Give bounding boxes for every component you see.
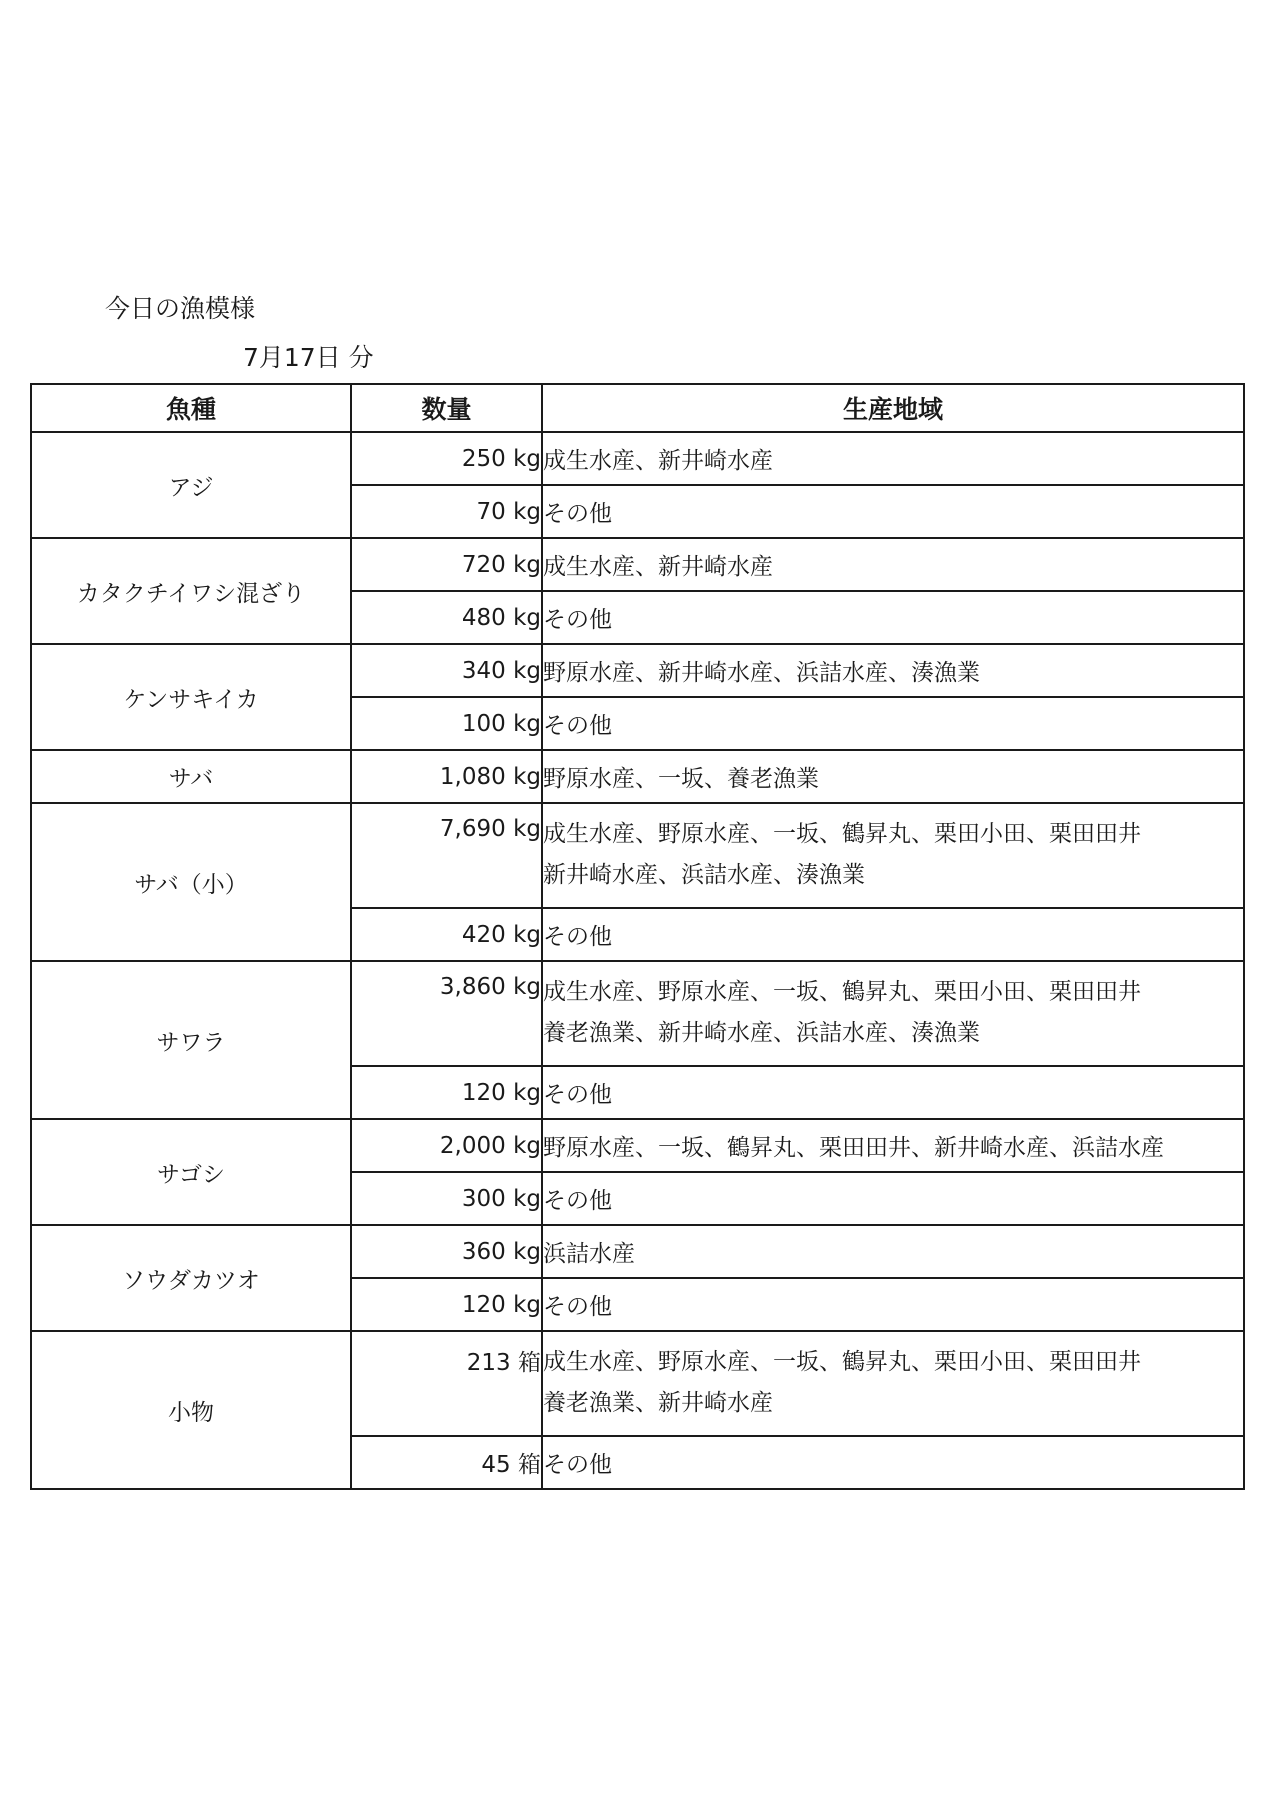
- table-row: [31, 432, 1244, 485]
- fish-name: 小物: [31, 1331, 351, 1489]
- column-header-quantity: 数量: [351, 384, 542, 432]
- quantity-cell: 250 kg: [351, 432, 542, 485]
- quantity-cell: 720 kg: [351, 538, 542, 591]
- column-header-fish: 魚種: [31, 384, 351, 432]
- table-row: [31, 1225, 1244, 1278]
- region-line: 成生水産、野原水産、一坂、鶴昇丸、栗田小田、栗田田井: [543, 979, 1141, 1005]
- table-row: [31, 538, 1244, 591]
- quantity-cell: 120 kg: [351, 1278, 542, 1331]
- region-cell: 野原水産、一坂、鶴昇丸、栗田田井、新井崎水産、浜詰水産: [542, 1119, 1244, 1172]
- region-cell: 野原水産、一坂、養老漁業: [542, 750, 1244, 803]
- table-row: [31, 644, 1244, 697]
- region-cell: 野原水産、新井崎水産、浜詰水産、湊漁業: [542, 644, 1244, 697]
- quantity-cell: 480 kg: [351, 591, 542, 644]
- region-cell: 浜詰水産: [542, 1225, 1244, 1278]
- quantity-cell: 420 kg: [351, 908, 542, 961]
- quantity-cell: 3,860 kg: [351, 961, 542, 1066]
- region-cell: [542, 1331, 1244, 1436]
- region-cell: その他: [542, 1436, 1244, 1489]
- quantity-cell: 2,000 kg: [351, 1119, 542, 1172]
- region-cell: その他: [542, 485, 1244, 538]
- fish-name: サワラ: [31, 961, 351, 1119]
- table-row: [31, 803, 1244, 908]
- quantity-cell: 300 kg: [351, 1172, 542, 1225]
- region-cell: その他: [542, 1172, 1244, 1225]
- table-row: [31, 1119, 1244, 1172]
- region-cell: [542, 961, 1244, 1066]
- table-row: [31, 750, 1244, 803]
- fish-name: サバ（小）: [31, 803, 351, 961]
- fish-name: サゴシ: [31, 1119, 351, 1225]
- quantity-cell: 213 箱: [351, 1331, 542, 1436]
- region-line: 成生水産、野原水産、一坂、鶴昇丸、栗田小田、栗田田井: [543, 1349, 1141, 1375]
- quantity-cell: 7,690 kg: [351, 803, 542, 908]
- quantity-cell: 70 kg: [351, 485, 542, 538]
- region-cell: 成生水産、新井崎水産: [542, 538, 1244, 591]
- region-cell: 成生水産、新井崎水産: [542, 432, 1244, 485]
- quantity-cell: 360 kg: [351, 1225, 542, 1278]
- fish-name: ソウダカツオ: [31, 1225, 351, 1331]
- quantity-cell: 340 kg: [351, 644, 542, 697]
- quantity-cell: 1,080 kg: [351, 750, 542, 803]
- fish-name: カタクチイワシ混ざり: [31, 538, 351, 644]
- region-line: 養老漁業、新井崎水産、浜詰水産、湊漁業: [543, 1020, 980, 1046]
- catch-table: [30, 383, 1245, 1490]
- page-title: 今日の漁模様: [105, 294, 256, 323]
- quantity-cell: 100 kg: [351, 697, 542, 750]
- table-row: [31, 1331, 1244, 1436]
- fish-name: アジ: [31, 432, 351, 538]
- region-line: 養老漁業、新井崎水産: [543, 1390, 773, 1416]
- region-cell: その他: [542, 908, 1244, 961]
- region-line: 成生水産、野原水産、一坂、鶴昇丸、栗田小田、栗田田井: [543, 821, 1141, 847]
- region-cell: [542, 803, 1244, 908]
- region-line: 新井崎水産、浜詰水産、湊漁業: [543, 862, 865, 888]
- table-header-row: [31, 384, 1244, 432]
- region-cell: その他: [542, 1066, 1244, 1119]
- fish-name: ケンサキイカ: [31, 644, 351, 750]
- quantity-cell: 45 箱: [351, 1436, 542, 1489]
- region-cell: その他: [542, 697, 1244, 750]
- region-cell: その他: [542, 1278, 1244, 1331]
- quantity-cell: 120 kg: [351, 1066, 542, 1119]
- column-header-region: 生産地域: [542, 384, 1244, 432]
- date-label: 7月17日 分: [243, 343, 374, 372]
- fish-name: サバ: [31, 750, 351, 803]
- table-row: [31, 961, 1244, 1066]
- region-cell: その他: [542, 591, 1244, 644]
